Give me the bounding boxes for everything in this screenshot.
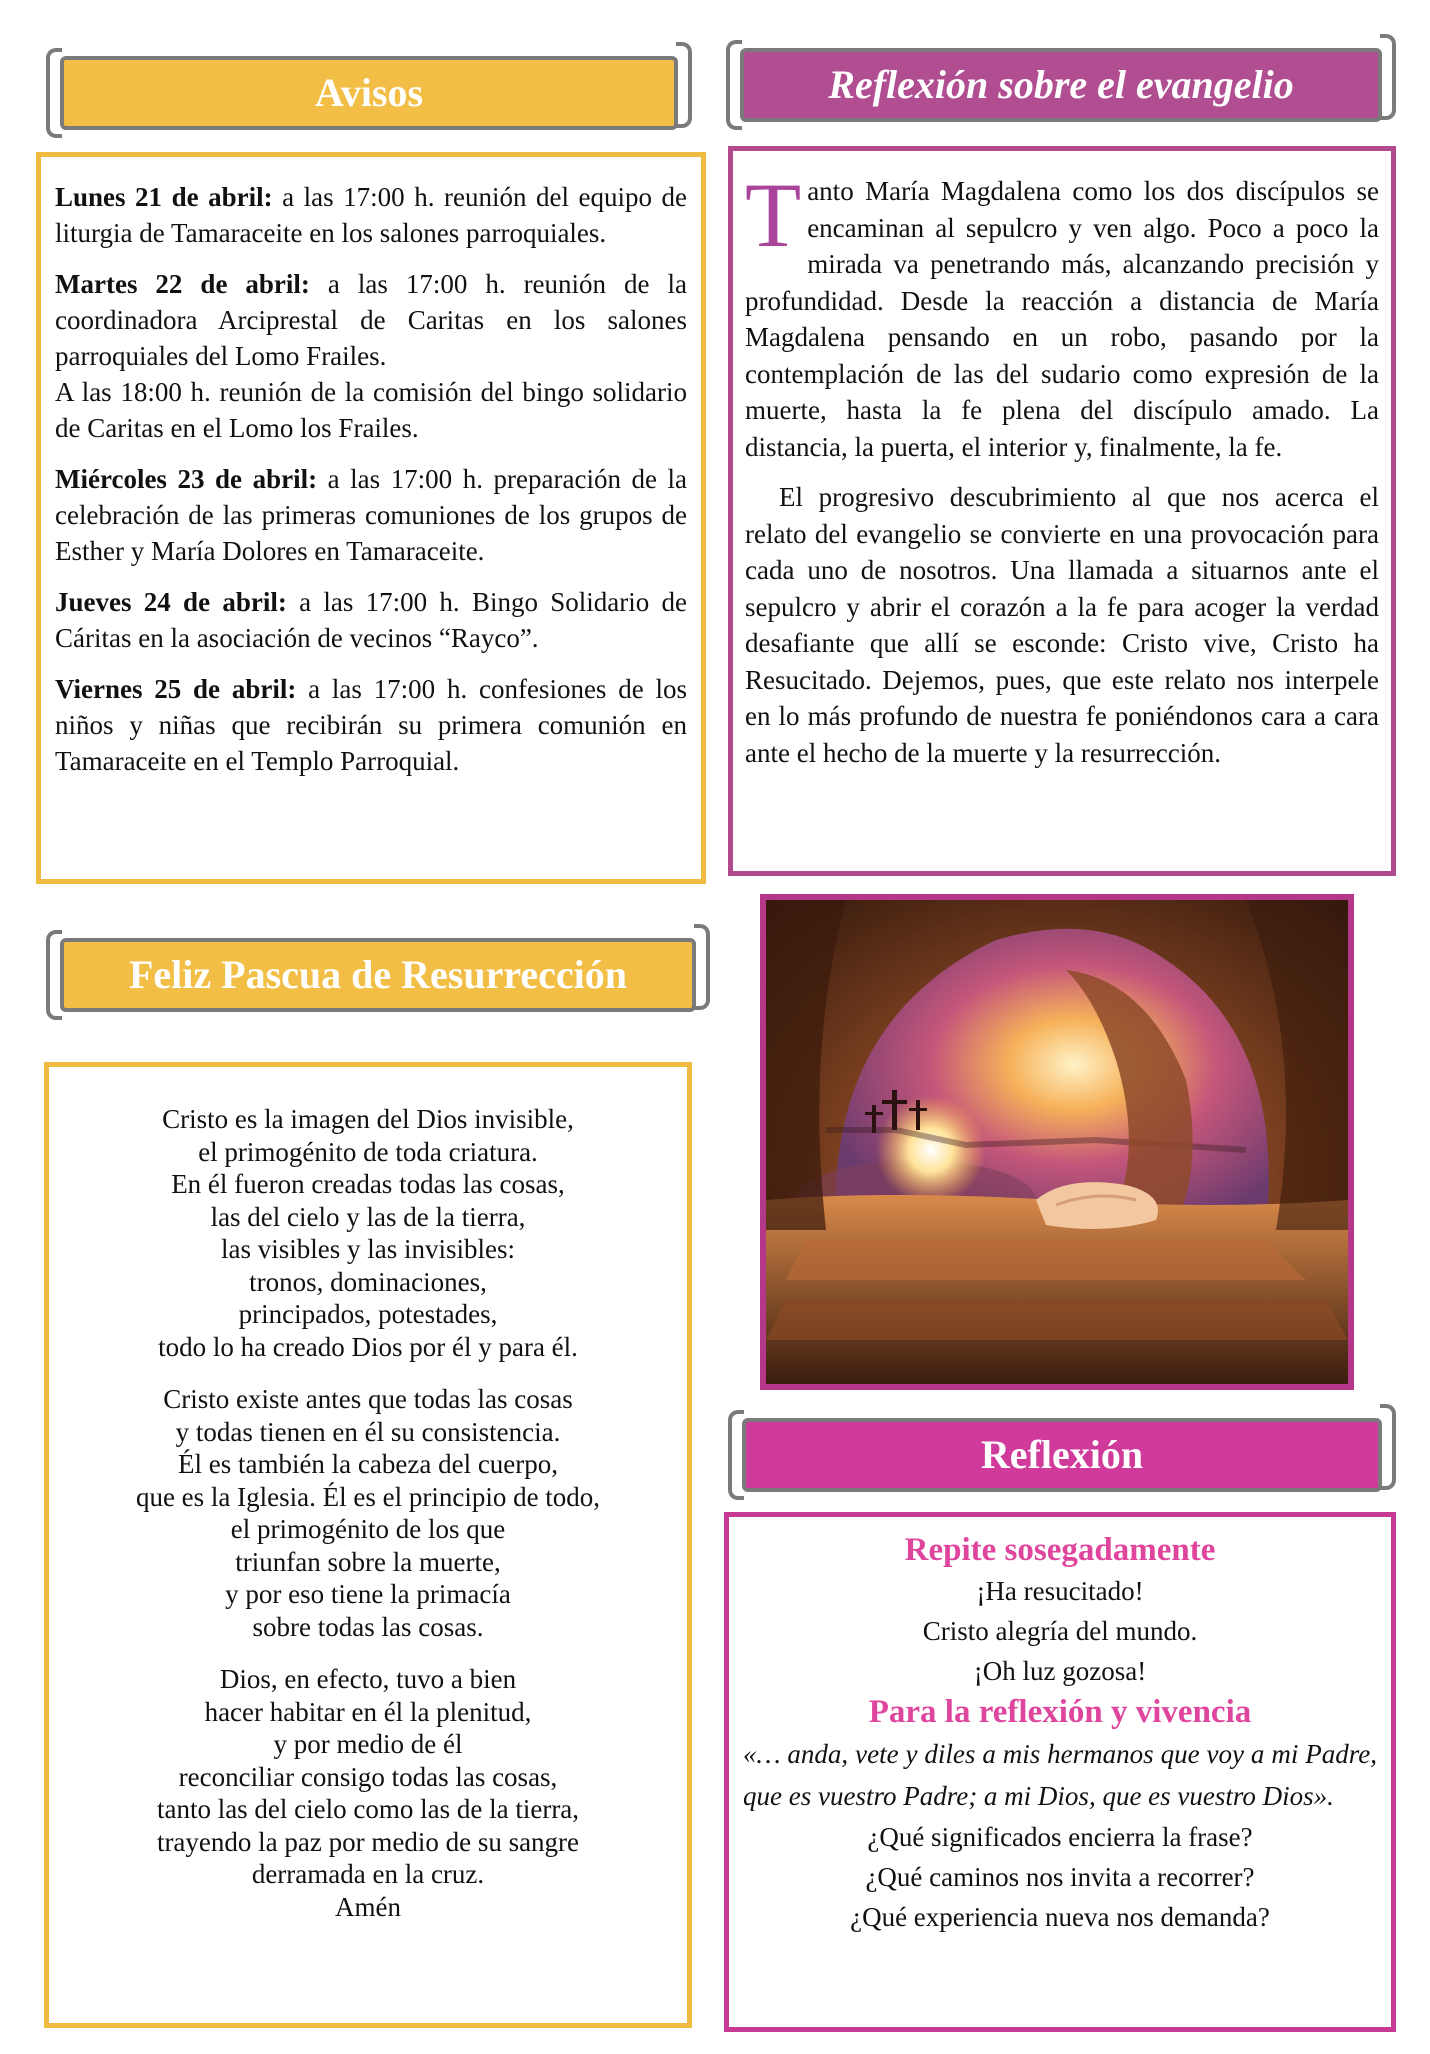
hymn-line: En él fueron creadas todas las cosas, <box>171 1169 565 1199</box>
hymn-line: derramada en la cruz. <box>251 1859 485 1889</box>
hymn-line: Cristo es la imagen del Dios invisible, <box>162 1104 574 1134</box>
aviso-item: Lunes 21 de abril: a las 17:00 h. reunión del equipo de liturgia de Tamaraceite en los salones parroquiales. <box>55 182 687 248</box>
aviso-item: Martes 22 de abril: a las 17:00 h. reunión de la coordinadora Arciprestal de Caritas en los salones parroquiales del Lomo Frailes. A las 18:00 h. reunión de la comisión del bingo solidario de Caritas en el Lomo los Frailes. <box>55 269 687 443</box>
hymn-line: principados, potestades, <box>238 1299 498 1329</box>
pascua-banner <box>60 930 696 1016</box>
evangelio-paragraph-1: Tanto María Magdalena como los dos discípulos se encaminan al sepulcro y ven algo. Poco a poco la mirada va penetrando más, alcanzando precisión y profundidad. Desde la reacción a distancia de María Magdalena pensando en un robo, pasando por la contemplación de las del sudario como expresión de la muerte, hasta la fe plena del discípulo amado. La distancia, la puerta, el interior y, finalmente, la fe. <box>745 164 1379 462</box>
hymn-line: y todas tienen en él su consistencia. <box>175 1416 561 1447</box>
hymn-line: y por eso tiene la primacía <box>225 1579 511 1609</box>
hymn-line: todo lo ha creado Dios por él y para él. <box>158 1331 578 1362</box>
reflexion-banner <box>742 1410 1382 1496</box>
reflexion-line: ¡Oh luz gozosa! <box>973 1656 1147 1686</box>
reflexion-title: Reflexión <box>980 1432 1144 1477</box>
hymn-box <box>44 1062 692 2028</box>
hymn-line: triunfan sobre la muerte, <box>235 1546 501 1577</box>
hymn-stanza-2 <box>63 1383 673 1643</box>
hymn-stanza-1 <box>63 1103 673 1363</box>
reflexion-box <box>724 1512 1396 2032</box>
evangelio-paragraph-2: El progresivo descubrimiento al que nos acerca el relato del evangelio se convierte en una provocación para cada uno de nosotros. Una llamada a situarnos ante el sepulcro y abrir el corazón a la fe para acoger la verdad desafiante que allí se esconde: Cristo vive, Cristo ha Resucitado. Dejemos, pues, que este relato nos interpele en lo más profundo de nuestra fe poniéndonos cara a cara ante el hecho de la muerte y la resurrección. <box>745 482 1379 768</box>
avisos-banner <box>60 48 678 134</box>
hymn-line: las del cielo y las de la tierra, <box>210 1201 526 1232</box>
hymn-line: trayendo la paz por medio de su sangre <box>156 1826 580 1857</box>
hymn-line: sobre todas las cosas. <box>252 1611 484 1642</box>
reflexion-question: ¿Qué significados encierra la frase? <box>867 1822 1253 1852</box>
pascua-title: Feliz Pascua de Resurrección <box>128 952 628 997</box>
hymn-line: Dios, en efecto, tuvo a bien <box>219 1664 517 1694</box>
reflexion-question: ¿Qué caminos nos invita a recorrer? <box>865 1862 1255 1892</box>
evangelio-banner <box>740 40 1382 126</box>
hymn-line: hacer habitar en él la plenitud, <box>204 1696 532 1727</box>
hymn-stanza-3 <box>63 1663 673 1923</box>
aviso-item: Viernes 25 de abril: a las 17:00 h. confesiones de los niños y niñas que recibirán su primera comunión en Tamaraceite en el Templo Parroquial. <box>55 674 687 776</box>
evangelio-title: Reflexión sobre el evangelio <box>828 62 1294 107</box>
dropcap-letter: T <box>745 164 802 266</box>
hymn-line: tanto las del cielo como las de la tierra, <box>156 1794 580 1824</box>
evangelio-box <box>728 146 1396 876</box>
avisos-title: Avisos <box>314 70 424 115</box>
aviso-item: Miércoles 23 de abril: a las 17:00 h. preparación de la celebración de las primeras comuniones de los grupos de Esther y María Dolores en Tamaraceite. <box>55 464 688 566</box>
hymn-line: Él es también la cabeza del cuerpo, <box>177 1449 559 1479</box>
hymn-line: tronos, dominaciones, <box>249 1266 487 1297</box>
hymn-line: el primogénito de los que <box>230 1514 506 1544</box>
hymn-line: Amén <box>335 1891 401 1922</box>
empty-tomb-photo <box>760 894 1354 1390</box>
hymn-line: Cristo existe antes que todas las cosas <box>163 1384 573 1414</box>
empty-tomb-sunrise-image <box>766 900 1348 1384</box>
hymn-line: el primogénito de toda criatura. <box>198 1136 538 1167</box>
reflexion-line: ¡Ha resucitado! <box>976 1576 1144 1606</box>
hymn-line: que es la Iglesia. Él es el principio de todo, <box>135 1481 601 1512</box>
aviso-item: Jueves 24 de abril: a las 17:00 h. Bingo Solidario de Cáritas en la asociación de vecinos “Rayco”. <box>55 587 687 653</box>
reflexion-subtitle-2: Para la reflexión y vivencia <box>868 1694 1252 1730</box>
hymn-line: reconciliar consigo todas las cosas, <box>178 1761 558 1792</box>
reflexion-line: Cristo alegría del mundo. <box>922 1616 1198 1646</box>
reflexion-quote: «… anda, vete y diles a mis hermanos que voy a mi Padre, que es vuestro Padre; a mi Dios, que es vuestro Dios». <box>743 1739 1377 1811</box>
reflexion-subtitle-1: Repite sosegadamente <box>904 1532 1216 1568</box>
hymn-line: y por medio de él <box>273 1729 463 1759</box>
avisos-box <box>36 152 706 884</box>
hymn-line: las visibles y las invisibles: <box>221 1234 515 1264</box>
reflexion-question: ¿Qué experiencia nueva nos demanda? <box>850 1902 1270 1932</box>
